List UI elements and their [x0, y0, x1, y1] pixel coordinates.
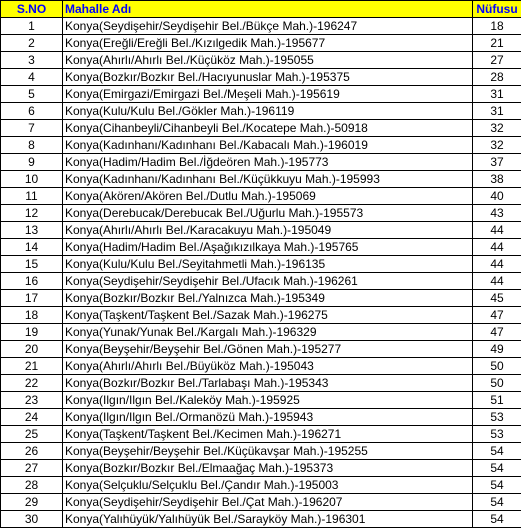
cell-population[interactable]: 27	[473, 52, 521, 69]
cell-name[interactable]: Konya(Derebucak/Derebucak Bel./Uğurlu Mah.)-195573	[63, 205, 473, 222]
table-row	[1, 239, 521, 256]
cell-population[interactable]: 54	[473, 477, 521, 494]
cell-population[interactable]: 43	[473, 205, 521, 222]
cell-no[interactable]: 11	[1, 188, 63, 205]
table-row	[1, 324, 521, 341]
cell-population[interactable]: 32	[473, 137, 521, 154]
cell-no[interactable]: 27	[1, 460, 63, 477]
cell-name[interactable]: Konya(Akören/Akören Bel./Dutlu Mah.)-195069	[63, 188, 473, 205]
cell-population[interactable]: 44	[473, 273, 521, 290]
cell-no[interactable]: 16	[1, 273, 63, 290]
cell-name[interactable]: Konya(Bozkır/Bozkır Bel./Hacıyunuslar Mah.)-195375	[63, 69, 473, 86]
cell-name[interactable]: Konya(Cihanbeyli/Cihanbeyli Bel./Kocatepe Mah.)-50918	[63, 120, 473, 137]
cell-population[interactable]: 47	[473, 307, 521, 324]
header-row	[1, 1, 521, 18]
header-cell-name[interactable]: Mahalle Adı	[63, 1, 473, 18]
table-row	[1, 307, 521, 324]
cell-name[interactable]: Konya(Kadınhanı/Kadınhanı Bel./Küçükkuyu Mah.)-195993	[63, 171, 473, 188]
cell-name[interactable]: Konya(Beyşehir/Beyşehir Bel./Gönen Mah.)-195277	[63, 341, 473, 358]
cell-population[interactable]: 21	[473, 35, 521, 52]
table-row	[1, 426, 521, 443]
table-row	[1, 103, 521, 120]
table-row	[1, 392, 521, 409]
cell-population[interactable]: 28	[473, 69, 521, 86]
cell-no[interactable]: 2	[1, 35, 63, 52]
cell-no[interactable]: 23	[1, 392, 63, 409]
cell-no[interactable]: 7	[1, 120, 63, 137]
cell-no[interactable]: 26	[1, 443, 63, 460]
table-row	[1, 52, 521, 69]
cell-name[interactable]: Konya(Bozkır/Bozkır Bel./Tarlabaşı Mah.)-195343	[63, 375, 473, 392]
cell-population[interactable]: 47	[473, 324, 521, 341]
cell-no[interactable]: 19	[1, 324, 63, 341]
cell-population[interactable]: 50	[473, 358, 521, 375]
cell-population[interactable]: 18	[473, 18, 521, 35]
table-row	[1, 18, 521, 35]
table-row	[1, 205, 521, 222]
table-row	[1, 86, 521, 103]
cell-no[interactable]: 24	[1, 409, 63, 426]
cell-no[interactable]: 30	[1, 511, 63, 528]
cell-name[interactable]: Konya(Bozkır/Bozkır Bel./Yalnızca Mah.)-195349	[63, 290, 473, 307]
cell-name[interactable]: Konya(Ahırlı/Ahırlı Bel./Küçüköz Mah.)-195055	[63, 52, 473, 69]
table-row	[1, 35, 521, 52]
cell-population[interactable]: 45	[473, 290, 521, 307]
cell-name[interactable]: Konya(Yunak/Yunak Bel./Kargalı Mah.)-196329	[63, 324, 473, 341]
cell-no[interactable]: 1	[1, 18, 63, 35]
table-row	[1, 341, 521, 358]
cell-no[interactable]: 21	[1, 358, 63, 375]
cell-no[interactable]: 28	[1, 477, 63, 494]
cell-name[interactable]: Konya(Yalıhüyük/Yalıhüyük Bel./Sarayköy Mah.)-196301	[63, 511, 473, 528]
cell-population[interactable]: 50	[473, 375, 521, 392]
cell-no[interactable]: 15	[1, 256, 63, 273]
cell-name[interactable]: Konya(Ahırlı/Ahırlı Bel./Karacakuyu Mah.)-195049	[63, 222, 473, 239]
table-row	[1, 137, 521, 154]
table-row	[1, 443, 521, 460]
cell-no[interactable]: 20	[1, 341, 63, 358]
cell-name[interactable]: Konya(Kulu/Kulu Bel./Seyitahmetli Mah.)-196135	[63, 256, 473, 273]
cell-no[interactable]: 25	[1, 426, 63, 443]
table-row	[1, 409, 521, 426]
cell-no[interactable]: 18	[1, 307, 63, 324]
table-row	[1, 69, 521, 86]
cell-population[interactable]: 38	[473, 171, 521, 188]
cell-name[interactable]: Konya(Ilgın/Ilgın Bel./Ormanözü Mah.)-195943	[63, 409, 473, 426]
cell-population[interactable]: 44	[473, 239, 521, 256]
cell-population[interactable]: 54	[473, 443, 521, 460]
table-row	[1, 375, 521, 392]
cell-name[interactable]: Konya(Bozkır/Bozkır Bel./Elmaağaç Mah.)-195373	[63, 460, 473, 477]
cell-no[interactable]: 13	[1, 222, 63, 239]
table-row	[1, 188, 521, 205]
cell-name[interactable]: Konya(Ereğli/Ereğli Bel./Kızılgedik Mah.)-195677	[63, 35, 473, 52]
cell-no[interactable]: 9	[1, 154, 63, 171]
cell-no[interactable]: 14	[1, 239, 63, 256]
table-row	[1, 511, 521, 528]
cell-name[interactable]: Konya(Selçuklu/Selçuklu Bel./Çandır Mah.)-195003	[63, 477, 473, 494]
cell-name[interactable]: Konya(Emirgazi/Emirgazi Bel./Meşeli Mah.)-195619	[63, 86, 473, 103]
table-row	[1, 120, 521, 137]
table-row	[1, 222, 521, 239]
cell-name[interactable]: Konya(Taşkent/Taşkent Bel./Sazak Mah.)-196275	[63, 307, 473, 324]
cell-no[interactable]: 6	[1, 103, 63, 120]
table-body	[1, 18, 521, 528]
cell-population[interactable]: 40	[473, 188, 521, 205]
cell-name[interactable]: Konya(Ilgın/Ilgın Bel./Kaleköy Mah.)-195925	[63, 392, 473, 409]
table-row	[1, 290, 521, 307]
cell-name[interactable]: Konya(Kulu/Kulu Bel./Gökler Mah.)-196119	[63, 103, 473, 120]
cell-population[interactable]: 54	[473, 511, 521, 528]
table-row	[1, 273, 521, 290]
cell-no[interactable]: 3	[1, 52, 63, 69]
cell-population[interactable]: 54	[473, 494, 521, 511]
cell-population[interactable]: 53	[473, 409, 521, 426]
cell-name[interactable]: Konya(Hadim/Hadim Bel./İğdeören Mah.)-195773	[63, 154, 473, 171]
table-row	[1, 494, 521, 511]
table-row	[1, 256, 521, 273]
cell-name[interactable]: Konya(Seydişehir/Seydişehir Bel./Bükçe Mah.)-196247	[63, 18, 473, 35]
table-row	[1, 477, 521, 494]
cell-no[interactable]: 29	[1, 494, 63, 511]
cell-no[interactable]: 4	[1, 69, 63, 86]
table-row	[1, 171, 521, 188]
cell-population[interactable]: 54	[473, 460, 521, 477]
cell-name[interactable]: Konya(Beyşehir/Beyşehir Bel./Küçükavşar Mah.)-195255	[63, 443, 473, 460]
cell-name[interactable]: Konya(Kadınhanı/Kadınhanı Bel./Kabacalı Mah.)-196019	[63, 137, 473, 154]
table-row	[1, 358, 521, 375]
cell-no[interactable]: 5	[1, 86, 63, 103]
cell-population[interactable]: 49	[473, 341, 521, 358]
cell-population[interactable]: 44	[473, 222, 521, 239]
table-row	[1, 460, 521, 477]
cell-name[interactable]: Konya(Seydişehir/Seydişehir Bel./Çat Mah.)-196207	[63, 494, 473, 511]
cell-name[interactable]: Konya(Seydişehir/Seydişehir Bel./Ufacık Mah.)-196261	[63, 273, 473, 290]
cell-population[interactable]: 53	[473, 426, 521, 443]
cell-name[interactable]: Konya(Hadim/Hadim Bel./Aşağıkızılkaya Mah.)-195765	[63, 239, 473, 256]
cell-no[interactable]: 17	[1, 290, 63, 307]
cell-no[interactable]: 8	[1, 137, 63, 154]
cell-no[interactable]: 10	[1, 171, 63, 188]
cell-no[interactable]: 22	[1, 375, 63, 392]
cell-population[interactable]: 37	[473, 154, 521, 171]
cell-no[interactable]: 12	[1, 205, 63, 222]
cell-population[interactable]: 32	[473, 120, 521, 137]
cell-population[interactable]: 31	[473, 103, 521, 120]
cell-name[interactable]: Konya(Taşkent/Taşkent Bel./Kecimen Mah.)-196271	[63, 426, 473, 443]
table-row	[1, 154, 521, 171]
header-cell-population[interactable]: Nüfusu	[473, 1, 521, 18]
cell-population[interactable]: 31	[473, 86, 521, 103]
cell-name[interactable]: Konya(Ahırlı/Ahırlı Bel./Büyüköz Mah.)-195043	[63, 358, 473, 375]
header-cell-no[interactable]: S.NO	[1, 1, 63, 18]
cell-population[interactable]: 44	[473, 256, 521, 273]
cell-population[interactable]: 51	[473, 392, 521, 409]
